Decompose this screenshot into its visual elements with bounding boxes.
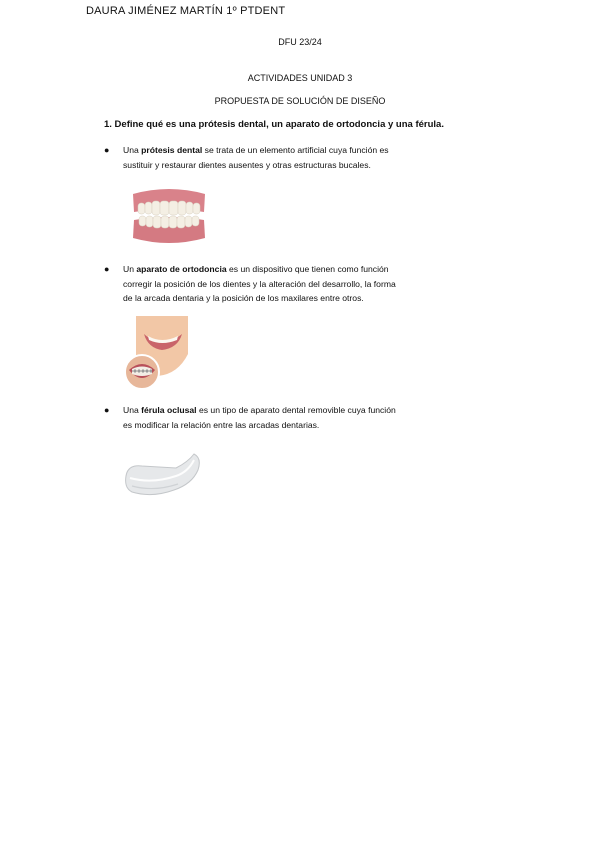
- dentures-image: [130, 186, 208, 246]
- item-2-line-2: corregir la posición de los dientes y la alteración del desarrollo, la forma: [123, 278, 396, 289]
- item-2-term: aparato de ortodoncia: [136, 264, 227, 274]
- braces-smile-image: [122, 314, 192, 390]
- item-1-text: [123, 143, 463, 172]
- course-code: DFU 23/24: [278, 37, 322, 47]
- item-1-line-1: se trata de un elemento artificial cuya función es: [202, 145, 389, 155]
- item-1-term: prótesis dental: [141, 145, 203, 155]
- item-3-line-2: es modificar la relación entre las arcadas dentarias.: [123, 419, 320, 430]
- item-1-line-2: sustituir y restaurar dientes ausentes y otras estructuras bucales.: [123, 159, 371, 170]
- question-heading: 1. Define qué es una prótesis dental, un aparato de ortodoncia y una férula.: [104, 119, 444, 130]
- bullet-1: ●: [104, 145, 110, 155]
- item-3-term: férula oclusal: [141, 405, 197, 415]
- item-3-text: [123, 403, 463, 432]
- bullet-3: ●: [104, 405, 110, 415]
- item-3-prefix: Una: [123, 405, 142, 415]
- occlusal-splint-image: [122, 450, 202, 500]
- item-3-line-1: es un tipo de aparato dental removible cuya función: [196, 405, 396, 415]
- item-2-line-1: es un dispositivo que tienen como función: [226, 264, 389, 274]
- activity-subtitle: PROPUESTA DE SOLUCIÓN DE DISEÑO: [214, 96, 386, 106]
- item-1-prefix: Una: [123, 145, 142, 155]
- bullet-2: ●: [104, 264, 110, 274]
- author-header: DAURA JIMÉNEZ MARTÍN 1º PTDENT: [86, 5, 286, 17]
- activity-title: ACTIVIDADES UNIDAD 3: [247, 73, 353, 83]
- item-2-text: [123, 262, 463, 306]
- item-2-line-3: de la arcada dentaria y la posición de los maxilares entre otros.: [123, 293, 364, 303]
- item-2-prefix: Un: [123, 264, 137, 274]
